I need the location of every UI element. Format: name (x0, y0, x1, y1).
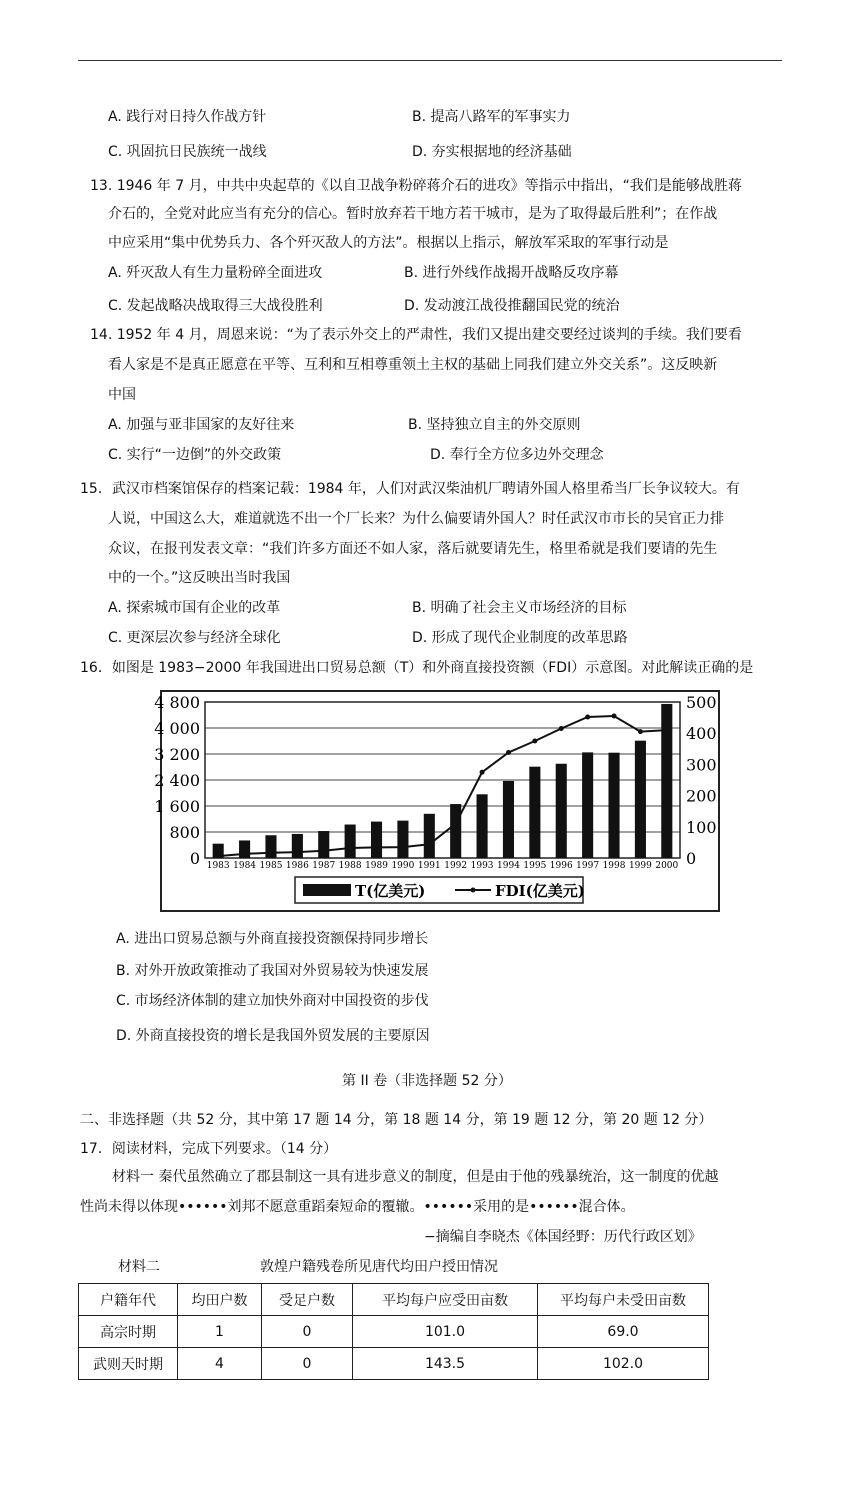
fdi-point (242, 851, 247, 856)
fdi-point (480, 770, 485, 775)
q16-option-a[interactable]: A. 进出口贸易总额与外商直接投资额保持同步增长 (116, 931, 429, 947)
fdi-point (506, 750, 511, 755)
q12-option-c[interactable]: C. 巩固抗日民族统一战线 (108, 144, 267, 160)
bar-t (345, 825, 356, 858)
right-tick-label: 0 (686, 849, 697, 868)
table-header: 均田户数 (178, 1284, 262, 1316)
material2-label: 材料二 (118, 1259, 160, 1275)
table-cell: 高宗时期 (79, 1316, 178, 1348)
left-tick-label: 2 400 (154, 771, 200, 790)
q13-option-c[interactable]: C. 发起战略决战取得三大战役胜利 (108, 298, 323, 314)
x-tick-label: 1983 (206, 861, 230, 871)
bar-t (635, 741, 646, 858)
fdi-point (427, 842, 432, 847)
right-tick-label: 100 (686, 817, 717, 837)
fdi-point (295, 850, 300, 855)
fdi-point (638, 729, 643, 734)
q14-stem-line3: 中国 (108, 387, 136, 403)
x-tick-label: 1999 (628, 861, 652, 871)
x-tick-label: 1988 (338, 861, 362, 871)
bar-t (477, 794, 488, 858)
q17-stem: 17．阅读材料，完成下列要求。（14 分） (80, 1141, 338, 1157)
q12-option-d[interactable]: D. 夯实根据地的经济基础 (412, 144, 572, 160)
table-cell: 101.0 (353, 1316, 538, 1348)
x-tick-label: 1991 (417, 861, 441, 871)
material2-title: 敦煌户籍残卷所见唐代均田户授田情况 (260, 1259, 498, 1275)
right-tick-label: 500 (686, 693, 717, 712)
bar-t (450, 804, 461, 858)
fdi-point (216, 854, 221, 859)
q13-option-d[interactable]: D. 发动渡江战役推翻国民党的统治 (404, 298, 620, 314)
x-tick-label: 1985 (259, 861, 283, 871)
q14-option-b[interactable]: B. 坚持独立自主的外交原则 (408, 417, 581, 433)
fdi-point (453, 821, 458, 826)
table-header: 平均每户未受田亩数 (538, 1284, 709, 1316)
q12-option-a[interactable]: A. 践行对日持久作战方针 (108, 109, 267, 125)
q14-stem-line2: 看人家是不是真正愿意在平等、互利和互相尊重领土主权的基础上同我们建立外交关系”。这反映新 (108, 357, 718, 373)
table-header-row (79, 1284, 709, 1316)
q13-option-b[interactable]: B. 进行外线作战揭开战略反攻序幕 (404, 265, 619, 281)
material1-line1: 材料一 秦代虽然确立了郡县制这一具有进步意义的制度，但是由于他的残暴统治，这一制度的优越 (112, 1169, 719, 1185)
q15-option-c[interactable]: C. 更深层次参与经济全球化 (108, 630, 281, 646)
table-cell: 1 (178, 1316, 262, 1348)
bar-t (556, 764, 567, 858)
bar-t (424, 814, 435, 858)
table-header: 户籍年代 (79, 1284, 178, 1316)
left-tick-label: 4 800 (154, 693, 200, 712)
q14-stem-line1: 14. 1952 年 4 月，周恩来说：“为了表示外交上的严肃性，我们又提出建交要经过谈判的手续。我们要看 (90, 327, 742, 343)
section2-title: 第 II 卷（非选择题 52 分） (342, 1073, 512, 1089)
bar-t (582, 752, 593, 858)
q15-stem-line2: 人说，中国这么大，难道就选不出一个厂长来？为什么偏要请外国人？时任武汉市市长的吴官正力排 (108, 511, 724, 527)
bar-t (503, 781, 514, 858)
right-tick-label: 300 (686, 755, 717, 775)
x-tick-label: 1984 (233, 861, 257, 871)
fdi-point (532, 739, 537, 744)
table-cell: 4 (178, 1348, 262, 1380)
table-header: 受足户数 (262, 1284, 353, 1316)
q13-stem-line3: 中应采用“集中优势兵力、各个歼灭敌人的方法”。根据以上指示，解放军采取的军事行动是 (108, 235, 669, 251)
fdi-point (321, 848, 326, 853)
bar-t (318, 831, 329, 858)
left-tick-label: 3 200 (154, 745, 200, 764)
q15-option-d[interactable]: D. 形成了现代企业制度的改革思路 (412, 630, 628, 646)
left-tick-label: 800 (169, 823, 200, 842)
q14-option-d[interactable]: D. 奉行全方位多边外交理念 (430, 447, 604, 463)
q14-option-a[interactable]: A. 加强与亚非国家的友好往来 (108, 417, 295, 433)
legend-fdi-label: FDI(亿美元) (495, 882, 585, 900)
q12-option-b[interactable]: B. 提高八路军的军事实力 (412, 109, 571, 125)
table-cell: 143.5 (353, 1348, 538, 1380)
fdi-point (664, 728, 669, 733)
material1-source: −摘编自李晓杰《体国经野：历代行政区划》 (424, 1229, 702, 1245)
q15-stem-line4: 中的一个。”这反映出当时我国 (108, 570, 291, 586)
q13-option-a[interactable]: A. 歼灭敌人有生力量粉碎全面进攻 (108, 265, 323, 281)
fdi-point (559, 726, 564, 731)
fdi-point (268, 850, 273, 855)
table-row (79, 1348, 709, 1380)
legend-bar-swatch (303, 884, 351, 896)
table-cell: 0 (262, 1316, 353, 1348)
left-tick-label: 0 (189, 849, 200, 868)
bar-t (529, 767, 540, 858)
material1-line2: 性尚未得以体现••••••刘邦不愿意重蹈秦短命的覆辙。••••••采用的是••••••混合体。 (80, 1199, 635, 1215)
legend-t-label: T(亿美元) (355, 882, 426, 900)
q16-option-d[interactable]: D. 外商直接投资的增长是我国外贸发展的主要原因 (116, 1028, 430, 1044)
bar-t (608, 753, 619, 858)
x-tick-label: 1987 (312, 861, 336, 871)
x-tick-label: 1994 (497, 861, 520, 871)
q14-option-c[interactable]: C. 实行“一边倒”的外交政策 (108, 447, 282, 463)
fdi-point (348, 846, 353, 851)
fdi-point (400, 845, 405, 850)
chart-svg (154, 690, 720, 912)
fdi-point (585, 714, 590, 719)
table-cell: 102.0 (538, 1348, 709, 1380)
table-row (79, 1316, 709, 1348)
q15-stem-line1: 15．武汉市档案馆保存的档案记载：1984 年，人们对武汉柴油机厂聘请外国人格里希当厂长争议较大。有 (80, 481, 740, 497)
table-cell: 武则天时期 (79, 1348, 178, 1380)
x-tick-label: 1993 (470, 861, 494, 871)
right-tick-label: 400 (686, 724, 717, 744)
land-table (78, 1283, 709, 1380)
x-tick-label: 1986 (285, 861, 309, 871)
x-tick-label: 1995 (523, 861, 547, 871)
right-tick-label: 200 (686, 786, 717, 806)
left-tick-label: 4 000 (154, 719, 200, 738)
q16-option-c[interactable]: C. 市场经济体制的建立加快外商对中国投资的步伐 (116, 993, 429, 1009)
x-tick-label: 2000 (655, 861, 679, 871)
fdi-point (612, 714, 617, 719)
bar-t (371, 822, 382, 858)
x-tick-label: 1989 (365, 861, 388, 871)
x-tick-label: 1998 (602, 861, 626, 871)
left-tick-label: 1 600 (154, 797, 200, 816)
x-tick-label: 1996 (549, 861, 573, 871)
section2-intro: 二、非选择题（共 52 分，其中第 17 题 14 分，第 18 题 14 分，第 19 题 12 分，第 20 题 12 分） (80, 1112, 713, 1128)
x-tick-label: 1997 (576, 861, 600, 871)
q16-stem: 16．如图是 1983−2000 年我国进出口贸易总额（T）和外商直接投资额（FDI）示意图。对此解读正确的是 (80, 660, 754, 676)
table-cell: 0 (262, 1348, 353, 1380)
table-header: 平均每户应受田亩数 (353, 1284, 538, 1316)
bar-t (397, 821, 408, 858)
q15-stem-line3: 众议，在报刊发表文章：“我们许多方面还不如人家，落后就要请先生，格里希就是我们要请的先生 (108, 541, 718, 557)
q15-option-b[interactable]: B. 明确了社会主义市场经济的目标 (412, 600, 627, 616)
x-tick-label: 1992 (444, 861, 468, 871)
legend-line-dot (471, 888, 476, 893)
table-cell: 69.0 (538, 1316, 709, 1348)
q13-stem-line1: 13. 1946 年 7 月，中共中央起草的《以自卫战争粉碎蒋介石的进攻》等指示中指出，“我们是能够战胜蒋 (90, 178, 742, 194)
q16-option-b[interactable]: B. 对外开放政策推动了我国对外贸易较为快速发展 (116, 963, 429, 979)
top-rule (78, 60, 782, 61)
fdi-point (374, 845, 379, 850)
q15-option-a[interactable]: A. 探索城市国有企业的改革 (108, 600, 281, 616)
trade-fdi-chart (154, 690, 720, 912)
bar-t (661, 704, 672, 858)
q13-stem-line2: 介石的，全党对此应当有充分的信心。暂时放弃若干地方若干城市，是为了取得最后胜利”；在作战 (108, 206, 718, 222)
x-tick-label: 1990 (391, 861, 415, 871)
